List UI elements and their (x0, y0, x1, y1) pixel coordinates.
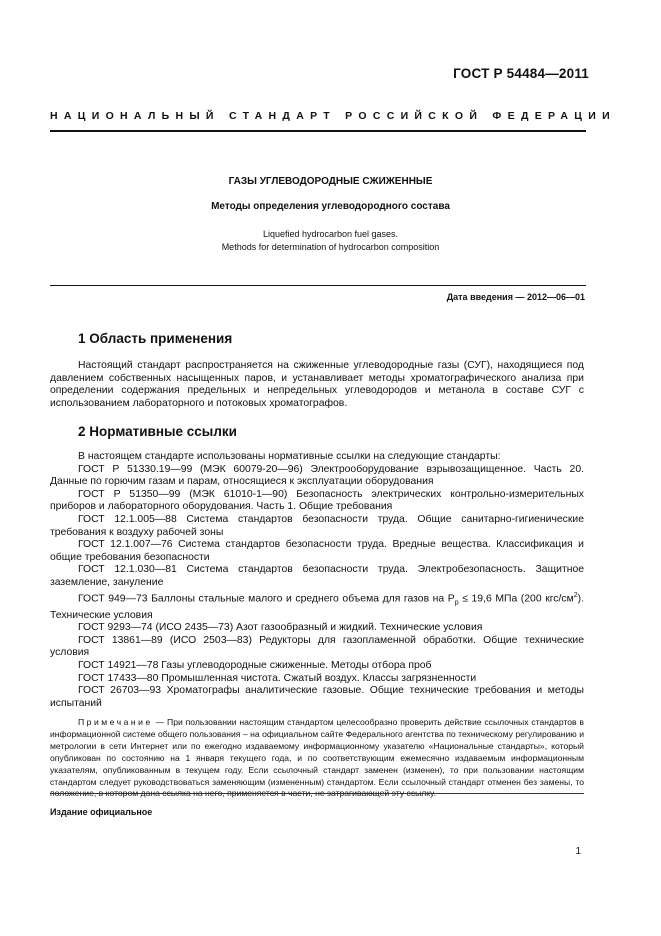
national-standard-banner: НАЦИОНАЛЬНЫЙ СТАНДАРТ РОССИЙСКОЙ ФЕДЕРАЦИИ (50, 110, 616, 122)
reference-item: ГОСТ 17433—80 Промышленная чистота. Сжатый воздух. Классы загрязненности (78, 672, 477, 684)
reference-item: ГОСТ 14921—78 Газы углеводородные сжиженные. Методы отбора проб (78, 660, 432, 672)
reference-item: ГОСТ 12.1.030—81 Система стандартов безопасности труда. Электробезопасность. Защитное заземление, зануление (50, 564, 584, 588)
ref-949-prefix: ГОСТ 949—73 Баллоны стальные малого и среднего объема для газов на P (78, 593, 455, 604)
official-edition-label: Издание официальное (50, 807, 153, 817)
reference-item: ГОСТ Р 51330.19—99 (МЭК 60079-20—96) Электрооборудование взрывозащищенное. Часть 20. Данные по горючим газам и парам, относящиеся к эксплуатации оборудования (50, 463, 584, 488)
reference-item: ГОСТ 12.1.007—76 Система стандартов безопасности труда. Вредные вещества. Классификация и общие требования безопасности (50, 539, 584, 563)
scope-paragraph: Настоящий стандарт распространяется на сжиженные углеводородные газы (СУГ), находящиеся под давлением собственных насыщенных паров, и устанавливает методы хроматографического анализа при определении содержания предельных и непредельных углеводородов и метанола в составе СУГ с использованием лабораторного и потоковых хроматографов. (50, 360, 584, 409)
references-intro: В настоящем стандарте использованы нормативные ссылки на следующие стандарты: (78, 451, 501, 462)
section-2-heading: 2 Нормативные ссылки (78, 424, 237, 439)
reference-item: ГОСТ 9293—74 (ИСО 2435—73) Азот газообразный и жидкий. Технические условия (78, 622, 483, 634)
section-1-text (50, 360, 584, 410)
reference-item: ГОСТ 13861—89 (ИСО 2503—83) Редукторы для газопламенной обработки. Общие технические условия (50, 634, 584, 659)
english-title-line-1: Liquefied hydrocarbon fuel gases. (262, 229, 399, 239)
ref-949-middle: ≤ 19,6 МПа (200 кгс/см (458, 593, 574, 604)
note-block (50, 717, 584, 800)
ref-949-subscript: р (454, 599, 459, 607)
document-subtitle: Методы определения углеводородного состава (211, 201, 450, 212)
english-title-line-2: Methods for determination of hydrocarbon composition (221, 241, 440, 252)
introduction-date: Дата введения — 2012—06—01 (446, 292, 585, 302)
footer-divider (50, 793, 584, 794)
title-divider (50, 285, 586, 286)
normative-references (50, 451, 584, 710)
ref-949-superscript: 2 (573, 591, 578, 599)
note-label: Примечание (78, 717, 153, 727)
note-text: — При пользовании настоящим стандартом целесообразно проверить действие ссылочных стандартов в информационной системе общего пользования – на официальном сайте Федерального агентства по техническому регулированию и метрологии в сети Интернет или по ежегодно издаваемому информационному указателю «Национальные стандарты», который опубликован по состоянию на 1 января текущего года, и по соответствующим ежемесячно издаваемым информационным указателям, опубликованным в текущем году. Если ссылочный стандарт заменен (изменен), то при пользовании настоящим стандартом следует руководствоваться заменяющим (измененным) стандартом. Если ссылочный стандарт отменен без замены, то положение, в котором дана ссылка на него, применяется в части, не затрагивающей эту ссылку. (50, 717, 584, 799)
english-title (0, 228, 661, 253)
section-1-heading: 1 Область применения (78, 331, 233, 346)
reference-item: ГОСТ 26703—93 Хроматографы аналитические газовые. Общие технические требования и методы испытаний (50, 685, 584, 709)
page-number: 1 (575, 846, 581, 857)
top-divider (50, 130, 586, 132)
reference-item-gost-949 (50, 590, 584, 623)
document-number: ГОСТ Р 54484—2011 (453, 66, 589, 81)
note-paragraph (50, 717, 584, 800)
ref-949-suffix: ). Технические условия (50, 593, 584, 621)
reference-item: ГОСТ Р 51350—99 (МЭК 61010-1—90) Безопасность электрических контрольно-измерительных приборов и лабораторного оборудования. Часть 1. Общие требования (50, 488, 584, 513)
document-title: ГАЗЫ УГЛЕВОДОРОДНЫЕ СЖИЖЕННЫЕ (228, 176, 433, 187)
reference-item: ГОСТ 12.1.005—88 Система стандартов безопасности труда. Общие санитарно-гигиенические требования к воздуху рабочей зоны (50, 513, 584, 538)
